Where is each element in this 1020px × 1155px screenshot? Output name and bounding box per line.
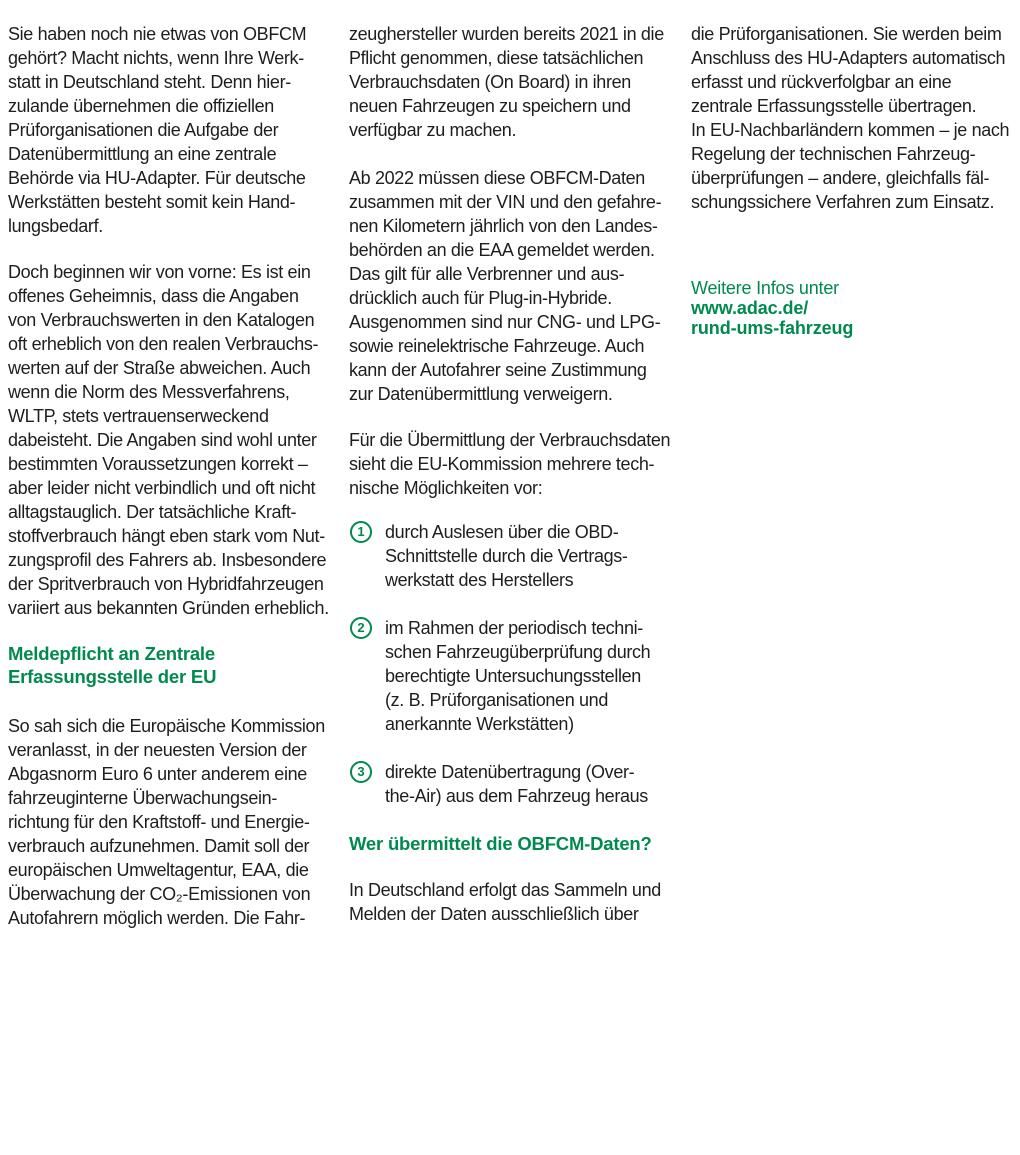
paragraph-verbrauchswerte: Doch beginnen wir von vorne: Es ist ein offenes Geheimnis, dass die Angaben von Verbrauchswerten in den Katalogen oft erheblich von den realen Verbrauchs- werten auf der Straße abweichen. Auch wenn die Norm des Messverfahrens, WLTP, stets vertrauenserweckend dabeisteht. Die Angaben sind wohl unter bestimmten Voraussetzungen korrekt – aber leider nicht verbindlich und oft nicht alltagstauglich. Der tatsächliche Kraft- stoffverbrauch hängt eben stark vom Nut- zungsprofil des Fahrers ab. Insbesondere der Spritverbrauch von Hybridfahrzeugen variiert aus bekannten Gründen erheblich.	[8, 262, 329, 618]
further-info-label: Weitere Infos unter	[691, 278, 839, 298]
list-number-badge-1: 1	[350, 521, 372, 543]
list-number-badge-2: 2	[350, 617, 372, 639]
list-number-badge-3: 3	[350, 761, 372, 783]
paragraph-ab-2022: Ab 2022 müssen diese OBFCM-Daten zusammen mit der VIN und den gefahre- nen Kilometern jährlich von den Landes- behörden an die EAA gemeldet werden. Das gilt für alle Verbrenner und aus- drücklich auch für Plug-in-Hybride. Ausgenommen sind nur CNG- und LPG- sowie reinelektrische Fahrzeuge. Auch kann der Autofahrer seine Zustimmung zur Datenübermittlung verweigern.	[349, 168, 662, 404]
paragraph-deutschland: In Deutschland erfolgt das Sammeln und Melden der Daten ausschließlich über	[349, 880, 661, 924]
column-left	[8, 22, 334, 930]
list-item-text: direkte Datenübertragung (Over- the-Air) aus dem Fahrzeug heraus	[385, 762, 648, 806]
paragraph-uebermittlung: Für die Übermittlung der Verbrauchsdaten sieht die EU-Kommission mehrere tech- nische Möglichkeiten vor:	[349, 430, 671, 498]
section-heading-meldepflicht: Meldepflicht an Zentrale Erfassungsstelle der EU	[8, 643, 217, 687]
paragraph-fahrzeughersteller: zeughersteller wurden bereits 2021 in die Pflicht genommen, diese tatsächlichen Verbrauchsdaten (On Board) in ihren neuen Fahrzeugen zu speichern und verfügbar zu machen.	[349, 24, 664, 140]
section-heading-wer-uebermittelt: Wer übermittelt die OBFCM-Daten?	[349, 833, 652, 854]
column-middle	[349, 22, 675, 926]
numbered-list-item-2	[349, 616, 675, 736]
numbered-list-item-1	[349, 520, 675, 592]
adac-website-link[interactable]: www.adac.de/ rund-ums-fahrzeug	[691, 298, 854, 338]
paragraph-pruef-organisationen: die Prüforganisationen. Sie werden beim Anschluss des HU-Adapters automatisch erfasst und rückverfolgbar an eine zentrale Erfassungsstelle übertragen. In EU-Nachbarländern kommen – je nach Regelung der technischen Fahrzeug- überprüfungen – andere, gleichfalls fäl- schungssichere Verfahren zum Einsatz.	[691, 24, 1010, 212]
column-right	[691, 22, 1013, 338]
paragraph-eu-kommission: So sah sich die Europäische Kommission veranlasst, in der neuesten Version der Abgasnorm Euro 6 unter anderem eine fahrzeuginterne Überwachungsein- richtung für den Kraftstoff- und Energie- verbrauch aufzunehmen. Damit soll der europäischen Umweltagentur, EAA, die Überwachung der CO₂-Emissionen von Autofahrern möglich werden. Die Fahr-	[8, 716, 325, 928]
paragraph-intro: Sie haben noch nie etwas von OBFCM gehört? Macht nichts, wenn Ihre Werk- statt in Deutschland steht. Denn hier- zulande übernehmen die offiziellen Prüforganisationen die Aufgabe der Datenübermittlung an eine zentrale Behörde via HU-Adapter. Für deutsche Werkstätten besteht somit kein Hand- lungsbedarf.	[8, 24, 307, 236]
list-item-text: durch Auslesen über die OBD- Schnittstelle durch die Vertrags- werkstatt des Herstellers	[385, 522, 628, 590]
list-item-text: im Rahmen der periodisch techni- schen Fahrzeugüberprüfung durch berechtigte Untersuchungsstellen (z. B. Prüforganisationen und anerkannte Werkstätten)	[385, 618, 651, 734]
numbered-list-item-3	[349, 760, 675, 808]
further-info-block	[691, 278, 1013, 338]
